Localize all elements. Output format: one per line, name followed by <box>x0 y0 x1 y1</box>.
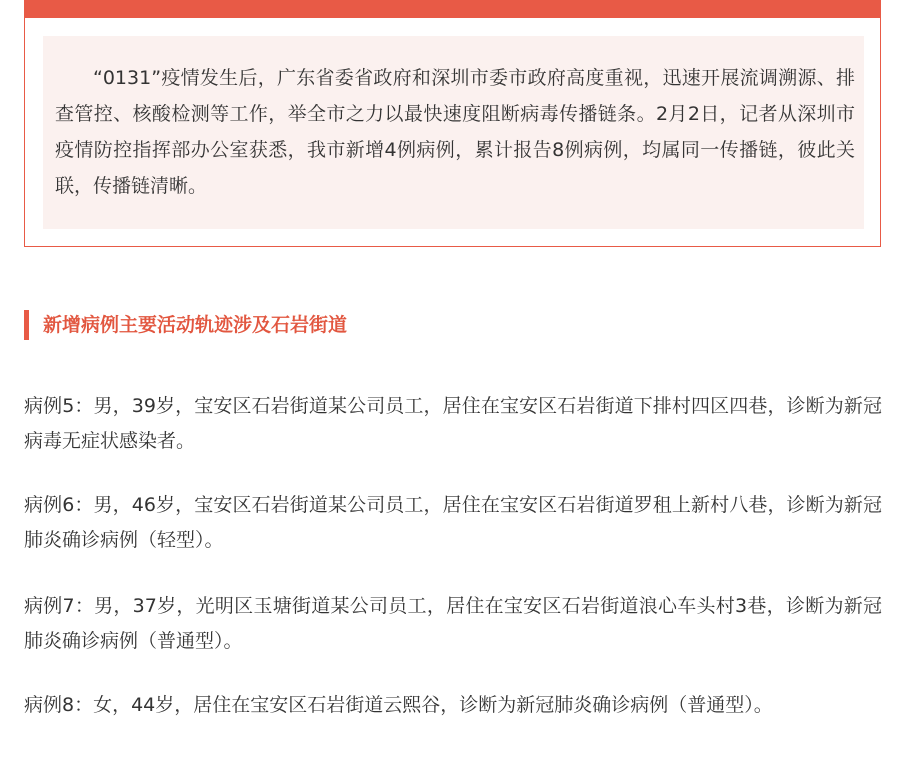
callout-top-bar <box>24 0 881 18</box>
case-8-paragraph: 病例8：女，44岁，居住在宝安区石岩街道云熙谷，诊断为新冠肺炎确诊病例（普通型）。 <box>24 694 773 716</box>
section-heading: 新增病例主要活动轨迹涉及石岩街道 <box>24 310 347 340</box>
case-7-paragraph: 病例7：男，37岁，光明区玉塘街道某公司员工，居住在宝安区石岩街道浪心车头村3巷，诊断为新冠肺炎确诊病例（普通型）。 <box>24 595 882 652</box>
intro-callout-box <box>24 18 881 247</box>
intro-callout-inner <box>43 36 864 229</box>
case-6-paragraph: 病例6：男，46岁，宝安区石岩街道某公司员工，居住在宝安区石岩街道罗租上新村八巷，诊断为新冠肺炎确诊病例（轻型）。 <box>24 494 882 551</box>
intro-paragraph: “0131”疫情发生后，广东省委省政府和深圳市委市政府高度重视，迅速开展流调溯源、排查管控、核酸检测等工作，举全市之力以最快速度阻断病毒传播链条。2月2日，记者从深圳市疫情防控指挥部办公室获悉，我市新增4例病例，累计报告8例病例，均属同一传播链，彼此关联，传播链清晰。 <box>55 67 855 197</box>
case-5-paragraph: 病例5：男，39岁，宝安区石岩街道某公司员工，居住在宝安区石岩街道下排村四区四巷，诊断为新冠病毒无症状感染者。 <box>24 395 882 452</box>
